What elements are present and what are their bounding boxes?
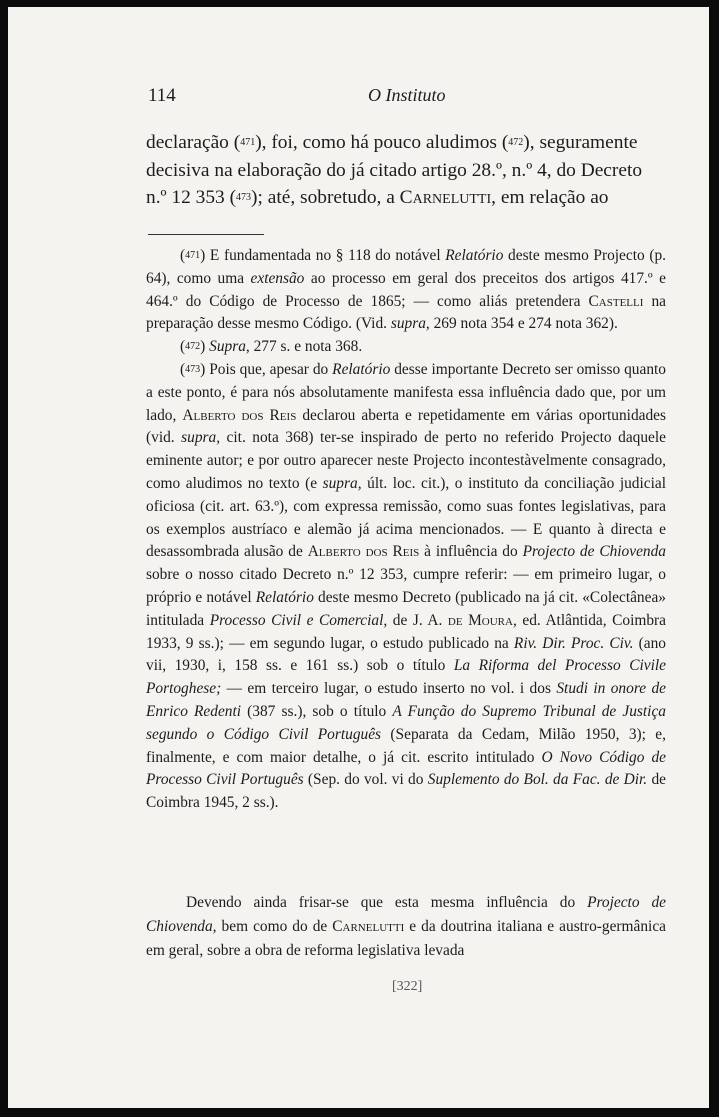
page-number: 114	[148, 85, 176, 106]
folio-number: [322]	[392, 979, 423, 994]
footnote-ref-471[interactable]: 471	[240, 137, 256, 148]
running-header	[146, 85, 666, 111]
footnote-rule	[148, 234, 264, 235]
footnote-472: ($^{472}$) Supra, 277 s. e nota 368.	[180, 338, 363, 356]
book-page	[8, 7, 709, 1108]
footnote-471: ($^{471}$) E fundamentada no § 118 do notável Relatório deste mesmo Projecto (p. 64), como uma extensão ao processo em geral dos preceitos dos artigos 417.º e 464.º do Código de Processo de 1865; — como aliás pretendera Castelli na preparação desse mesmo Código. (Vid. supra, 269 nota 354 e 274 nota 362).	[146, 247, 667, 333]
body-line-3: n.º 12 353 ($^{473}$); até, sobretudo, a Carnelutti, em relação ao	[146, 187, 609, 208]
footnotes	[146, 245, 666, 815]
footnote-473: ($^{473}$) Pois que, apesar do Relatório desse importante Decreto ser omisso quanto a este ponto, é para nós absolutamente manifesta essa influência dado que, por um lado, Alberto dos Reis declarou aberta e repetidamente em várias oportunidades (vid. supra, cit. nota 368) ter-se inspirado de perto no referido Projecto daquele eminente autor; e por outro aparecer neste Projecto incontestàvelmente consagrado, como aludimos no texto (e supra, últ. loc. cit.), o instituto da conciliação judicial oficiosa (cit. art. 63.º), com expressa remissão, como suas fontes legislativas, para os exemplos austríaco e alemão já acima mencionados. — E quanto à directa e desassombrada alusão de Alberto dos Reis à influência do Projecto de Chiovenda sobre o nosso citado Decreto n.º 12 353, cumpre referir: — em primeiro lugar, o próprio e notável Relatório deste mesmo Decreto (publicado na já cit. «Colectânea» intitulada Processo Civil e Comercial, de J. A. de Moura, ed. Atlântida, Coimbra 1933, 9 ss.); — em segundo lugar, o estudo publicado na Riv. Dir. Proc. Civ. (ano vii, 1930, i, 158 ss. e 161 ss.) sob o título La Riforma del Processo Civile Portoghese; — em terceiro lugar, o estudo inserto no vol. i dos Studi in onore de Enrico Redenti (387 ss.), sob o título A Função do Supremo Tribunal de Justiça segundo o Código Civil Português (Separata da Cedam, Milão 1950, 3); e, finalmente, e com maior detalhe, o já cit. escrito intitulado O Novo Código de Processo Civil Português (Sep. do vol. vi do Suplemento do Bol. da Fac. de Dir. de Coimbra 1945, 2 ss.).	[146, 360, 667, 812]
footnote-ref-472[interactable]: 472	[508, 137, 524, 148]
body-line-1: declaração ($^{471}$), foi, como há pouco aludimos ($^{472}$), seguramente	[146, 132, 638, 153]
running-title: O Instituto	[368, 85, 446, 105]
continuation-paragraph: Devendo ainda frisar-se que esta mesma influência do Projecto de Chiovenda, bem como do de Carnelutti e da doutrina italiana e austro-germânica em geral, sobre a obra de reforma legislativa levada	[146, 894, 666, 959]
body-line-2: decisiva na elaboração do já citado artigo 28.º, n.º 4, do Decreto	[146, 159, 643, 181]
footnote-ref-473[interactable]: 473	[236, 192, 252, 203]
main-paragraph	[146, 129, 666, 212]
